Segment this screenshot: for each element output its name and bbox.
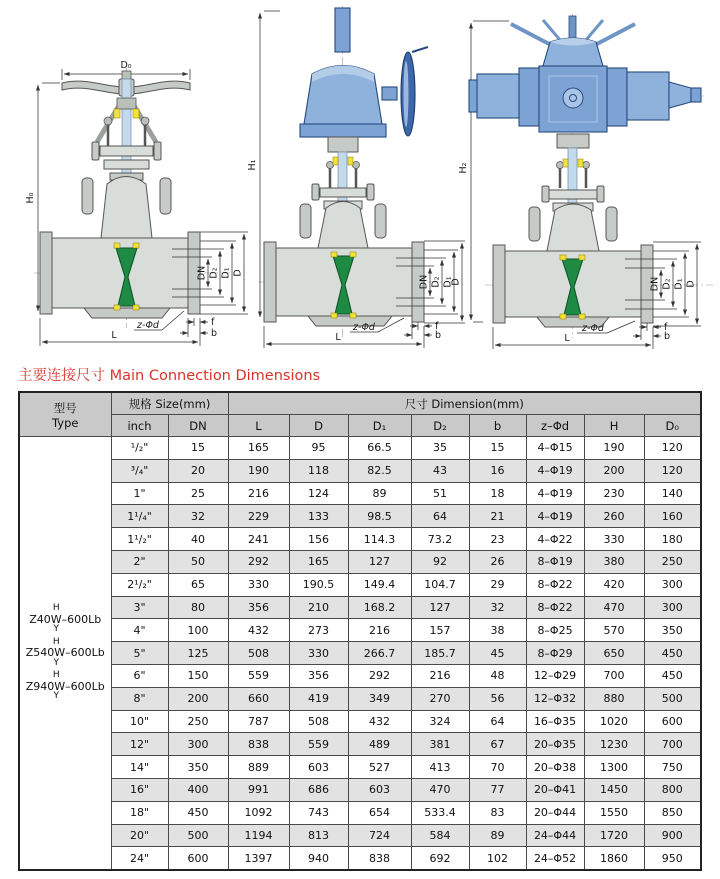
- type-cell: [19, 437, 111, 871]
- table-cell: 80: [168, 596, 228, 619]
- table-cell: 16–Φ35: [526, 710, 584, 733]
- table-cell: 787: [228, 710, 289, 733]
- table-cell: 330: [228, 573, 289, 596]
- table-cell: 18: [469, 482, 526, 505]
- table-cell: 16": [111, 778, 168, 801]
- table-row: [19, 459, 701, 482]
- table-cell: 4–Φ19: [526, 459, 584, 482]
- table-cell: 450: [168, 801, 228, 824]
- bolt-circle-label: z-Φd: [353, 322, 375, 333]
- table-cell: 324: [411, 710, 469, 733]
- table-cell: 380: [584, 550, 644, 573]
- bottom-dims: [493, 321, 670, 349]
- table-cell: 50: [168, 550, 228, 573]
- table-cell: 356: [228, 596, 289, 619]
- table-cell: 692: [411, 847, 469, 870]
- table-cell: 12–Φ29: [526, 664, 584, 687]
- table-cell: 48: [469, 664, 526, 687]
- table-cell: 991: [228, 778, 289, 801]
- table-row: [19, 824, 701, 847]
- d2-dim-label: D₂: [661, 278, 673, 290]
- table-cell: 216: [228, 482, 289, 505]
- dn-dim-label: DN: [418, 274, 430, 290]
- type-label-cn: 型号: [53, 400, 77, 415]
- table-cell: 120: [644, 459, 701, 482]
- thickness-dim-label: b: [435, 330, 442, 341]
- table-cell: 2¹/₂": [111, 573, 168, 596]
- table-cell: 700: [584, 664, 644, 687]
- valve-model: H Z540W–600Lb Y: [25, 636, 105, 668]
- table-cell: 15: [469, 437, 526, 460]
- table-cell: 292: [348, 664, 411, 687]
- table-cell: 508: [289, 710, 348, 733]
- table-cell: 600: [644, 710, 701, 733]
- section-title: 主要连接尺寸 Main Connection Dimensions: [18, 368, 321, 384]
- table-cell: 1860: [584, 847, 644, 870]
- table-cell: ³/₄": [111, 459, 168, 482]
- table-cell: 20–Φ35: [526, 733, 584, 756]
- table-cell: 230: [584, 482, 644, 505]
- table-cell: ¹/₂": [111, 437, 168, 460]
- table-cell: 470: [411, 778, 469, 801]
- table-cell: 95: [289, 437, 348, 460]
- table-cell: 65: [168, 573, 228, 596]
- table-cell: 16: [469, 459, 526, 482]
- table-cell: 950: [644, 847, 701, 870]
- table-cell: 1092: [228, 801, 289, 824]
- table-row: [19, 505, 701, 528]
- table-cell: 43: [411, 459, 469, 482]
- table-cell: 73.2: [411, 528, 469, 551]
- table-cell: 880: [584, 687, 644, 710]
- table-cell: 940: [289, 847, 348, 870]
- table-cell: 24–Φ52: [526, 847, 584, 870]
- col-header-d0: D₀: [644, 415, 701, 437]
- table-row: [19, 778, 701, 801]
- col-header-d1: D₁: [348, 415, 411, 437]
- table-cell: 8": [111, 687, 168, 710]
- table-cell: 140: [644, 482, 701, 505]
- table-cell: 356: [289, 664, 348, 687]
- table-cell: 5": [111, 642, 168, 665]
- table-cell: 4–Φ22: [526, 528, 584, 551]
- table-cell: 127: [348, 550, 411, 573]
- table-cell: 813: [289, 824, 348, 847]
- table-cell: 10": [111, 710, 168, 733]
- thickness-dim-label: b: [211, 328, 218, 339]
- table-cell: 570: [584, 619, 644, 642]
- table-cell: 32: [469, 596, 526, 619]
- table-cell: 125: [168, 642, 228, 665]
- table-cell: 12": [111, 733, 168, 756]
- table-cell: 432: [348, 710, 411, 733]
- face-dim-label: f: [211, 317, 215, 328]
- table-cell: 20: [168, 459, 228, 482]
- table-cell: 216: [348, 619, 411, 642]
- table-cell: 56: [469, 687, 526, 710]
- d0-dim-label: D₀: [120, 60, 132, 71]
- d2-dim-label: D₂: [208, 267, 220, 279]
- table-cell: 190: [584, 437, 644, 460]
- d-dim-label: D: [685, 280, 697, 288]
- table-cell: 724: [348, 824, 411, 847]
- table-cell: 1230: [584, 733, 644, 756]
- table-cell: 64: [469, 710, 526, 733]
- bolt-circle-label: z-Φd: [137, 320, 159, 331]
- table-cell: 260: [584, 505, 644, 528]
- table-cell: 508: [228, 642, 289, 665]
- table-cell: 8–Φ19: [526, 550, 584, 573]
- col-header-b: b: [469, 415, 526, 437]
- table-cell: 51: [411, 482, 469, 505]
- table-cell: 1": [111, 482, 168, 505]
- table-cell: 190: [228, 459, 289, 482]
- table-cell: 1450: [584, 778, 644, 801]
- table-row: [19, 664, 701, 687]
- table-cell: 229: [228, 505, 289, 528]
- table-cell: 266.7: [348, 642, 411, 665]
- table-cell: 686: [289, 778, 348, 801]
- table-cell: 300: [168, 733, 228, 756]
- table-cell: 26: [469, 550, 526, 573]
- thickness-dim-label: b: [664, 331, 671, 342]
- col-header-type: [19, 392, 111, 437]
- table-cell: 750: [644, 756, 701, 779]
- col-header-h: H: [584, 415, 644, 437]
- table-cell: 38: [469, 619, 526, 642]
- table-cell: 118: [289, 459, 348, 482]
- table-cell: 20": [111, 824, 168, 847]
- table-cell: 300: [644, 573, 701, 596]
- table-cell: 20–Φ38: [526, 756, 584, 779]
- table-cell: 133: [289, 505, 348, 528]
- col-group-size: 规格 Size(mm): [111, 392, 228, 415]
- table-cell: 489: [348, 733, 411, 756]
- table-cell: 349: [348, 687, 411, 710]
- table-cell: 8–Φ25: [526, 619, 584, 642]
- table-cell: 603: [348, 778, 411, 801]
- table-cell: 64: [411, 505, 469, 528]
- table-cell: 3": [111, 596, 168, 619]
- table-cell: 838: [348, 847, 411, 870]
- bonnet: [82, 142, 171, 238]
- bonnet: [300, 184, 386, 248]
- dn-dim-label: DN: [649, 276, 661, 292]
- table-cell: 400: [168, 778, 228, 801]
- table-cell: 14": [111, 756, 168, 779]
- table-cell: 889: [228, 756, 289, 779]
- col-header-dn: DN: [168, 415, 228, 437]
- table-cell: 32: [168, 505, 228, 528]
- table-cell: 160: [644, 505, 701, 528]
- table-row: [19, 619, 701, 642]
- table-cell: 270: [411, 687, 469, 710]
- table-row: [19, 550, 701, 573]
- table-row: [19, 847, 701, 870]
- bevel-gear-actuator: [300, 8, 428, 152]
- valve-drawing-handwheel: [22, 56, 252, 351]
- table-cell: 660: [228, 687, 289, 710]
- table-row: [19, 801, 701, 824]
- table-cell: 150: [168, 664, 228, 687]
- table-row: [19, 710, 701, 733]
- length-dim-label: L: [335, 332, 341, 343]
- table-cell: 450: [644, 642, 701, 665]
- table-cell: 1¹/₂": [111, 528, 168, 551]
- table-row: [19, 596, 701, 619]
- table-cell: 4–Φ19: [526, 482, 584, 505]
- table-row: [19, 756, 701, 779]
- table-cell: 100: [168, 619, 228, 642]
- table-cell: 45: [469, 642, 526, 665]
- table-cell: 21: [469, 505, 526, 528]
- table-cell: 120: [644, 437, 701, 460]
- table-cell: 432: [228, 619, 289, 642]
- table-cell: 165: [228, 437, 289, 460]
- table-cell: 4–Φ19: [526, 505, 584, 528]
- table-cell: 450: [644, 664, 701, 687]
- table-cell: 89: [348, 482, 411, 505]
- table-cell: 24": [111, 847, 168, 870]
- table-cell: 23: [469, 528, 526, 551]
- table-cell: 83: [469, 801, 526, 824]
- d-dim-label: D: [450, 278, 462, 286]
- dimension-table: [18, 391, 702, 871]
- col-header-inch: inch: [111, 415, 168, 437]
- table-cell: 15: [168, 437, 228, 460]
- table-cell: 470: [584, 596, 644, 619]
- table-cell: 4–Φ15: [526, 437, 584, 460]
- table-cell: 66.5: [348, 437, 411, 460]
- table-cell: 8–Φ29: [526, 642, 584, 665]
- table-cell: 654: [348, 801, 411, 824]
- h0-dim-label: H₀: [25, 192, 36, 204]
- d-dim-label: D: [232, 269, 244, 277]
- table-cell: 92: [411, 550, 469, 573]
- table-cell: 24–Φ44: [526, 824, 584, 847]
- table-row: [19, 482, 701, 505]
- table-cell: 500: [168, 824, 228, 847]
- table-cell: 165: [289, 550, 348, 573]
- table-cell: 350: [168, 756, 228, 779]
- table-cell: 350: [644, 619, 701, 642]
- table-cell: 25: [168, 482, 228, 505]
- table-cell: 900: [644, 824, 701, 847]
- table-cell: 156: [289, 528, 348, 551]
- table-cell: 413: [411, 756, 469, 779]
- table-cell: 381: [411, 733, 469, 756]
- h1-dim-label: H₁: [247, 159, 258, 171]
- table-cell: 330: [289, 642, 348, 665]
- table-cell: 8–Φ22: [526, 573, 584, 596]
- table-row: [19, 437, 701, 460]
- table-cell: 124: [289, 482, 348, 505]
- table-cell: 533.4: [411, 801, 469, 824]
- table-cell: 584: [411, 824, 469, 847]
- table-cell: 168.2: [348, 596, 411, 619]
- table-cell: 527: [348, 756, 411, 779]
- table-cell: 292: [228, 550, 289, 573]
- table-cell: 1¹/₄": [111, 505, 168, 528]
- table-cell: 603: [289, 756, 348, 779]
- face-dim-label: f: [664, 322, 668, 333]
- table-cell: 2": [111, 550, 168, 573]
- bolt-circle-label: z-Φd: [582, 323, 604, 334]
- table-cell: 1550: [584, 801, 644, 824]
- table-cell: 700: [644, 733, 701, 756]
- d1-dim-label: D₁: [673, 278, 685, 290]
- table-cell: 500: [644, 687, 701, 710]
- valve-model: H Z940W–600Lb Y: [25, 670, 105, 702]
- bonnet: [529, 186, 617, 251]
- table-cell: 104.7: [411, 573, 469, 596]
- table-cell: 67: [469, 733, 526, 756]
- table-cell: 850: [644, 801, 701, 824]
- table-row: [19, 573, 701, 596]
- table-row: [19, 687, 701, 710]
- table-cell: 40: [168, 528, 228, 551]
- valve-drawings-panel: [0, 0, 720, 356]
- table-cell: 114.3: [348, 528, 411, 551]
- table-cell: 1194: [228, 824, 289, 847]
- col-header-l: L: [228, 415, 289, 437]
- table-cell: 180: [644, 528, 701, 551]
- valve-drawing-motor-operated: [455, 8, 720, 353]
- table-cell: 12–Φ32: [526, 687, 584, 710]
- length-dim-label: L: [111, 330, 117, 341]
- table-cell: 250: [644, 550, 701, 573]
- table-cell: 20–Φ44: [526, 801, 584, 824]
- table-cell: 70: [469, 756, 526, 779]
- table-cell: 273: [289, 619, 348, 642]
- table-cell: 250: [168, 710, 228, 733]
- table-cell: 216: [411, 664, 469, 687]
- table-cell: 8–Φ22: [526, 596, 584, 619]
- table-cell: 600: [168, 847, 228, 870]
- table-cell: 102: [469, 847, 526, 870]
- table-cell: 6": [111, 664, 168, 687]
- table-cell: 185.7: [411, 642, 469, 665]
- table-cell: 98.5: [348, 505, 411, 528]
- col-group-dimension: 尺寸 Dimension(mm): [228, 392, 701, 415]
- table-cell: 82.5: [348, 459, 411, 482]
- table-cell: 200: [168, 687, 228, 710]
- col-header-d2: D₂: [411, 415, 469, 437]
- table-cell: 1397: [228, 847, 289, 870]
- col-header-z-phi-d: z–Φd: [526, 415, 584, 437]
- type-label-en: Type: [52, 415, 79, 430]
- electric-actuator: [469, 16, 701, 148]
- table-cell: 420: [584, 573, 644, 596]
- table-cell: 1720: [584, 824, 644, 847]
- table-cell: 838: [228, 733, 289, 756]
- table-cell: 650: [584, 642, 644, 665]
- table-cell: 559: [228, 664, 289, 687]
- table-cell: 330: [584, 528, 644, 551]
- table-cell: 1300: [584, 756, 644, 779]
- table-row: [19, 528, 701, 551]
- table-cell: 800: [644, 778, 701, 801]
- face-dim-label: f: [435, 321, 439, 332]
- table-cell: 4": [111, 619, 168, 642]
- length-dim-label: L: [564, 333, 570, 344]
- table-row: [19, 642, 701, 665]
- table-row: [19, 733, 701, 756]
- table-cell: 190.5: [289, 573, 348, 596]
- dimension-table-body: [19, 437, 701, 871]
- table-cell: 35: [411, 437, 469, 460]
- table-cell: 210: [289, 596, 348, 619]
- d2-dim-label: D₂: [430, 276, 442, 288]
- table-cell: 1020: [584, 710, 644, 733]
- table-cell: 157: [411, 619, 469, 642]
- d1-dim-label: D₁: [442, 276, 454, 288]
- d1-dim-label: D₁: [220, 267, 232, 279]
- table-cell: 300: [644, 596, 701, 619]
- table-cell: 743: [289, 801, 348, 824]
- valve-drawing-bevel-gear: [246, 2, 466, 354]
- table-cell: 200: [584, 459, 644, 482]
- table-cell: 20–Φ41: [526, 778, 584, 801]
- h2-dim-label: H₂: [458, 162, 469, 174]
- valve-model: H Z40W–600Lb Y: [29, 603, 102, 635]
- table-cell: 127: [411, 596, 469, 619]
- table-cell: 18": [111, 801, 168, 824]
- col-header-d: D: [289, 415, 348, 437]
- dn-dim-label: DN: [196, 265, 208, 281]
- table-cell: 149.4: [348, 573, 411, 596]
- table-cell: 89: [469, 824, 526, 847]
- table-cell: 77: [469, 778, 526, 801]
- table-cell: 559: [289, 733, 348, 756]
- table-cell: 241: [228, 528, 289, 551]
- table-cell: 419: [289, 687, 348, 710]
- table-cell: 29: [469, 573, 526, 596]
